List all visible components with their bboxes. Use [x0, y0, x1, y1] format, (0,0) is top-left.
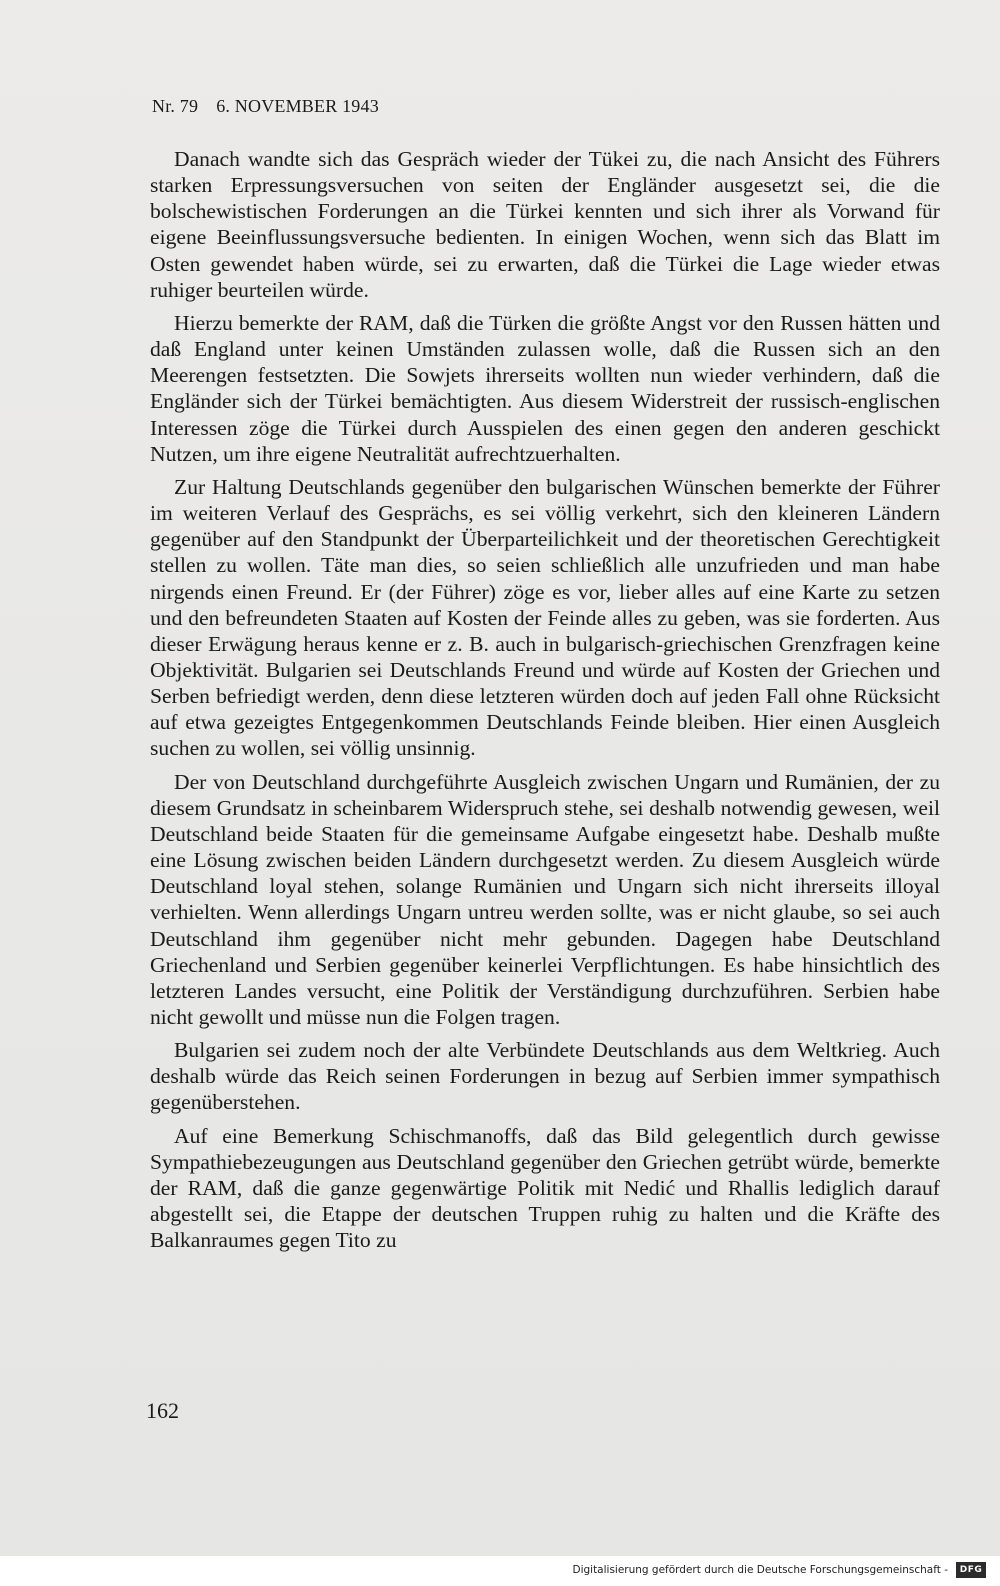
page-number: 162 [146, 1398, 179, 1423]
dfg-logo: DFG [956, 1562, 986, 1578]
funding-credit: Digitalisierung gefördert durch die Deutsche Forschungsgemeinschaft - [572, 1564, 948, 1576]
document-number: Nr. 79 [152, 96, 199, 116]
paragraph: Bulgarien sei zudem noch der alte Verbündete Deutschlands aus dem Weltkrieg. Auch deshalb würde das Reich seinen Forderungen in bezug auf Serbien immer sympathisch gegenüberstehen. [150, 1038, 940, 1115]
document-date: 6. NOVEMBER 1943 [216, 96, 379, 116]
running-head [152, 96, 379, 117]
paragraph: Der von Deutschland durchgeführte Ausgleich zwischen Ungarn und Rumänien, der zu diesem Grundsatz in scheinbarem Widerspruch stehe, sei deshalb notwendig gewesen, weil Deutschland beide Staaten für die gemeinsame Aufgabe eingesetzt habe. Deshalb mußte eine Lösung zwischen beiden Ländern durchgesetzt werden. Zu diesem Ausgleich würde Deutschland loyal stehen, solange Rumänien und Ungarn sich nicht ihrerseits illoyal verhielten. Wenn allerdings Ungarn untreu werden sollte, was er nicht glaube, so sei auch Deutschland ihm gegenüber nicht mehr gebunden. Dagegen habe Deutschland Griechenland und Serbien gegenüber keinerlei Verpflichtungen. Es habe hinsichtlich des letzteren Landes versucht, eine Politik der Verständigung durchzuführen. Serbien habe nicht gewollt und müsse nun die Folgen tragen. [150, 769, 940, 1029]
paragraph: Auf eine Bemerkung Schischmanoffs, daß das Bild gelegentlich durch gewisse Sympathiebezeugungen aus Deutschland gegenüber den Griechen getrübt würde, bemerkte der RAM, daß die ganze gegenwärtige Politik mit Nedić und Rhallis lediglich darauf abgestellt sei, die Etappe der deutschen Truppen ruhig zu halten und die Kräfte des Balkanraumes gegen Tito zu [150, 1123, 940, 1253]
digitization-footer [0, 1556, 1000, 1586]
paragraph: Zur Haltung Deutschlands gegenüber den bulgarischen Wünschen bemerkte der Führer im weiteren Verlauf des Gesprächs, es sei völlig verkehrt, sich den kleineren Ländern gegenüber auf den Standpunkt der Überparteilichkeit und der theoretischen Gerechtigkeit stellen zu wollen. Täte man dies, so seien schließlich alle unzufrieden und man habe nirgends einen Freund. Er (der Führer) zöge es vor, lieber alles auf eine Karte zu setzen und den befreundeten Staaten auf Kosten der Feinde alles zu geben, was sie forderten. Aus dieser Erwägung heraus kenne er z. B. auch in bulgarisch-griechischen Grenzfragen keine Objektivität. Bulgarien sei Deutschlands Freund und würde auf Kosten der Griechen und Serben befriedigt werden, denn diese letzteren würden doch auf jeden Fall ohne Rücksicht auf etwa gezeigtes Entgegenkommen Deutschlands Feinde bleiben. Hier einen Ausgleich suchen zu wollen, sei völlig unsinnig. [150, 474, 940, 761]
paragraph: Danach wandte sich das Gespräch wieder der Tükei zu, die nach Ansicht des Führers starken Erpressungsversuchen von seiten der Engländer ausgesetzt sei, die die bolschewistischen Forderungen an die Türkei kennten und sich ihrer als Vorwand für eigene Beeinflussungsversuche bedienten. In einigen Wochen, wenn sich das Blatt im Osten gewendet haben würde, sei zu erwarten, daß die Türkei die Lage wieder etwas ruhiger beurteilen würde. [150, 147, 940, 302]
paragraph: Hierzu bemerkte der RAM, daß die Türken die größte Angst vor den Russen hätten und daß England unter keinen Umständen zulassen wolle, daß die Russen sich an den Meerengen festsetzten. Die Sowjets ihrerseits wollten nun wieder verhindern, daß die Engländer sich der Türkei bemächtigten. Aus diesem Widerstreit der russisch-englischen Interessen zöge die Türkei durch Ausspielen des einen gegen den anderen geschickt Nutzen, um ihre eigene Neutralität aufrechtzuerhalten. [150, 310, 940, 466]
body-text [150, 146, 940, 1260]
